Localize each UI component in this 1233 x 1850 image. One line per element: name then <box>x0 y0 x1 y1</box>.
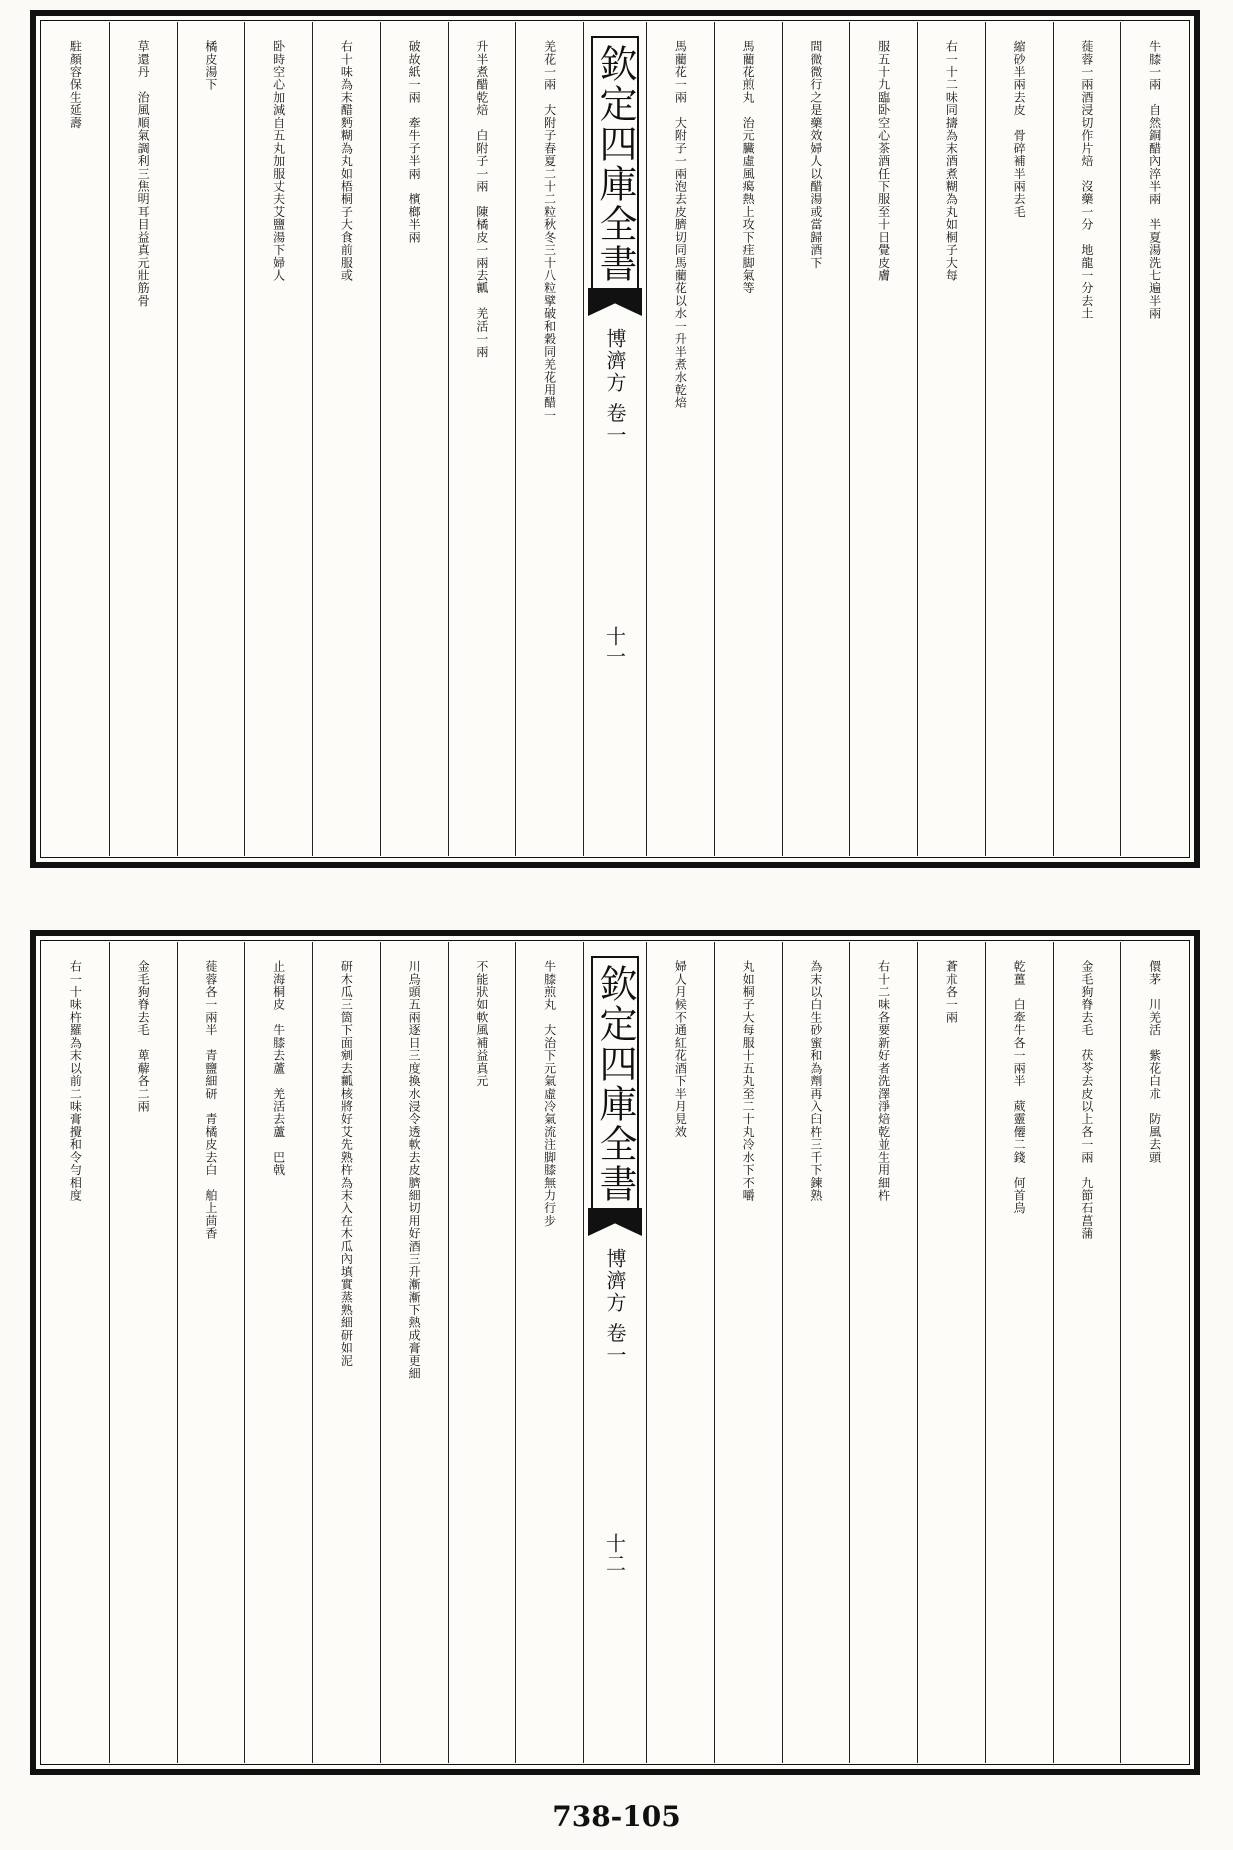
leaf-number: 十一 <box>602 626 627 666</box>
text-column: 牛膝煎丸 大治下元氣虛冷氣流注脚膝無力行步 <box>515 942 583 1763</box>
leaf-number: 十二 <box>602 1533 627 1573</box>
text-column: 服五十九臨卧空心茶酒任下服至十日覺皮膚 <box>849 22 917 856</box>
text-column: 右一十二味同擣為末酒煮糊為丸如桐子大每 <box>917 22 985 856</box>
text-column: 止海桐皮 牛膝去蘆 羌活去蘆 巴戟 <box>244 942 312 1763</box>
text-column: 右一十味杵羅為末以前二味膏攪和令勻相度 <box>68 960 83 1202</box>
top-page <box>30 10 1200 868</box>
text-column: 間微微行之是藥效婦人以醋湯或當歸酒下 <box>782 22 850 856</box>
text-column: 不能狀如軟風補益真元 <box>448 942 516 1763</box>
text-column: 蓰蓉一兩酒浸切作片焙 沒藥一分 地龍一分去土 <box>1053 22 1121 856</box>
text-column: 羌花一兩 大附子春夏二十二粒秋冬三十八粒擘破和穀同羌花用醋一 <box>515 22 583 856</box>
volume-label: 博濟方 卷一 <box>603 1248 627 1367</box>
page-number: 738-105 <box>552 1800 681 1833</box>
text-column: 牛膝一兩 自然銅醋內淬半兩 半夏湯洗七遍半兩 <box>1120 22 1188 856</box>
fishtail-mark <box>588 1208 642 1236</box>
text-column: 婦人月候不通紅花酒下半月見效 <box>646 942 714 1763</box>
text-column: 蓰蓉各一兩半 青鹽細研 青橘皮去白 舶上茴香 <box>177 942 245 1763</box>
text-column: 右十二味各要新好者洗澤淨焙乾並生用細杵 <box>849 942 917 1763</box>
text-column: 儇茅 川羌活 紫花白朮 防風去頭 <box>1120 942 1188 1763</box>
text-column: 金毛狗脊去毛 茯苓去皮以上各一兩 九節石菖蒲 <box>1053 942 1121 1763</box>
volume-label: 博濟方 卷一 <box>603 328 627 447</box>
center-fold <box>583 942 646 1763</box>
text-column: 右十味為末醋麪糊為丸如梧桐子大食前服或 <box>312 22 380 856</box>
center-fold <box>583 22 646 856</box>
fishtail-mark <box>588 288 642 316</box>
text-column: 草還丹 治風順氣調利三焦明耳目益真元壯筋骨 <box>109 22 177 856</box>
book-title: 欽定四庫全書 <box>591 956 639 1212</box>
text-column: 為末以白生砂蜜和為劑再入臼杵三千下鍊熟 <box>782 942 850 1763</box>
book-title: 欽定四庫全書 <box>591 36 639 292</box>
text-column: 丸如桐子大每服十五丸至二十丸冷水下不嚼 <box>714 942 782 1763</box>
text-column: 橘皮湯下 <box>177 22 245 856</box>
top-page-columns <box>42 22 1188 856</box>
text-column: 馬藺花煎丸 治元臟虛風𤸎熱上攻下疰脚氣等 <box>714 22 782 856</box>
text-column: 升半煮醋乾焙 白附子一兩 陳橘皮一兩去瓤 羌活一兩 <box>448 22 516 856</box>
bottom-page <box>30 930 1200 1775</box>
text-column: 縮砂半兩去皮 骨碎補半兩去毛 <box>985 22 1053 856</box>
bottom-page-columns <box>42 942 1188 1763</box>
text-column: 乾薑 白牽牛各一兩半 葳靈僊二錢 何首烏 <box>985 942 1053 1763</box>
text-column: 卧時空心加減自五丸加服丈夫艾鹽湯下婦人 <box>244 22 312 856</box>
text-column: 馬藺花一兩 大附子一兩泡去皮臍切同馬藺花以水一升半煮水乾焙 <box>646 22 714 856</box>
text-column: 川烏頭五兩逐日三度換水浸令透軟去皮臍細切用好酒三升漸漸下熱成膏更細 <box>380 942 448 1763</box>
text-column: 駐顏容保生延壽 <box>68 40 83 130</box>
text-column: 蒼朮各一兩 <box>917 942 985 1763</box>
text-column: 金毛狗脊去毛 萆薢各二兩 <box>109 942 177 1763</box>
text-column: 破故紙一兩 牽牛子半兩 檳榔半兩 <box>380 22 448 856</box>
text-column: 研木瓜三箇下面剜去瓤核將好艾先熟杵為末入在木瓜內填實蒸熟細研如泥 <box>312 942 380 1763</box>
